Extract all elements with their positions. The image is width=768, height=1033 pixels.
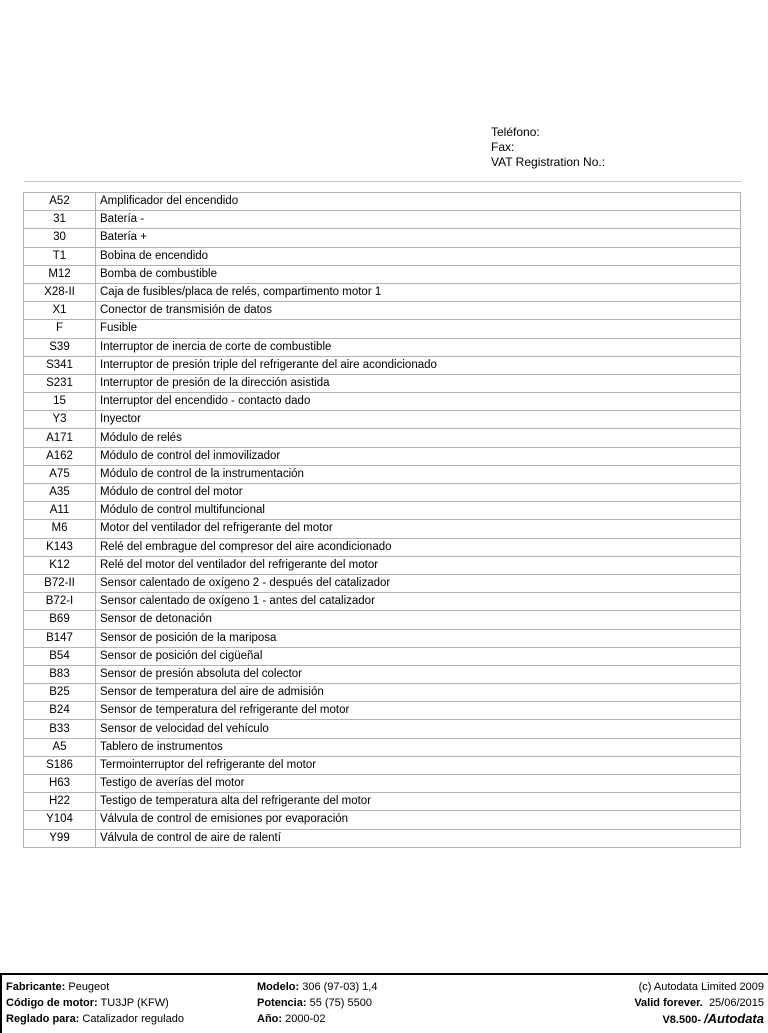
component-description: Testigo de averías del motor <box>96 775 741 793</box>
component-description: Módulo de control del motor <box>96 484 741 502</box>
component-code: B33 <box>24 720 96 738</box>
component-description: Amplificador del encendido <box>96 193 741 211</box>
table-row <box>24 702 741 720</box>
valid-row <box>634 995 764 1011</box>
footer-col-copyright <box>634 979 764 1028</box>
component-description: Relé del motor del ventilador del refrigerante del motor <box>96 556 741 574</box>
component-description: Sensor calentado de oxígeno 2 - después del catalizador <box>96 574 741 592</box>
component-description: Módulo de control del inmovilizador <box>96 447 741 465</box>
component-description: Interruptor del encendido - contacto dado <box>96 393 741 411</box>
legend-body <box>24 193 741 848</box>
table-row <box>24 629 741 647</box>
modelo-label: Modelo: <box>257 981 300 993</box>
table-row <box>24 775 741 793</box>
component-description: Válvula de control de emisiones por evaporación <box>96 811 741 829</box>
component-code: A35 <box>24 484 96 502</box>
table-row <box>24 283 741 301</box>
component-code: A75 <box>24 465 96 483</box>
component-code: 15 <box>24 393 96 411</box>
component-description: Termointerruptor del refrigerante del motor <box>96 756 741 774</box>
header-divider <box>24 181 741 182</box>
reglado-value: Catalizador regulado <box>82 1013 184 1025</box>
component-code: B54 <box>24 647 96 665</box>
component-description: Sensor de temperatura del aire de admisión <box>96 684 741 702</box>
table-row <box>24 665 741 683</box>
version-text: V8.500- <box>662 1014 701 1026</box>
table-row <box>24 229 741 247</box>
autodata-logo: /Autodata <box>704 1011 764 1026</box>
component-description: Sensor de posición de la mariposa <box>96 629 741 647</box>
component-description: Fusible <box>96 320 741 338</box>
version-row <box>634 1011 764 1028</box>
fabricante-value: Peugeot <box>68 981 110 993</box>
modelo-row <box>257 979 377 995</box>
copyright-text: (c) Autodata Limited 2009 <box>638 981 764 993</box>
table-row <box>24 247 741 265</box>
component-description: Inyector <box>96 411 741 429</box>
component-code: M12 <box>24 265 96 283</box>
table-row <box>24 593 741 611</box>
component-description: Bobina de encendido <box>96 247 741 265</box>
component-description: Conector de transmisión de datos <box>96 302 741 320</box>
valid-label: Valid forever. <box>634 997 703 1009</box>
table-row <box>24 193 741 211</box>
component-description: Sensor de temperatura del refrigerante del motor <box>96 702 741 720</box>
component-description: Sensor de velocidad del vehículo <box>96 720 741 738</box>
table-row <box>24 484 741 502</box>
table-row <box>24 793 741 811</box>
table-row <box>24 574 741 592</box>
table-row <box>24 447 741 465</box>
codigo-row <box>6 995 184 1011</box>
reglado-label: Reglado para: <box>6 1013 80 1025</box>
component-code: Y3 <box>24 411 96 429</box>
component-description: Motor del ventilador del refrigerante del motor <box>96 520 741 538</box>
table-row <box>24 338 741 356</box>
component-description: Módulo de control multifuncional <box>96 502 741 520</box>
table-row <box>24 738 741 756</box>
component-description: Bomba de combustible <box>96 265 741 283</box>
component-code: A5 <box>24 738 96 756</box>
fabricante-label: Fabricante: <box>6 981 66 993</box>
component-code: Y99 <box>24 829 96 847</box>
fax-label: Fax: <box>491 140 515 154</box>
table-row <box>24 829 741 847</box>
component-code: F <box>24 320 96 338</box>
vat-label: VAT Registration No.: <box>491 155 606 169</box>
reglado-row <box>6 1011 184 1027</box>
modelo-value: 306 (97-03) 1,4 <box>302 981 378 993</box>
table-row <box>24 374 741 392</box>
component-description: Módulo de control de la instrumentación <box>96 465 741 483</box>
footer-col-model <box>257 979 377 1027</box>
component-code: X28-II <box>24 283 96 301</box>
component-code: B25 <box>24 684 96 702</box>
table-row <box>24 429 741 447</box>
component-code: A162 <box>24 447 96 465</box>
valid-date: 25/06/2015 <box>708 997 764 1009</box>
component-description: Sensor calentado de oxígeno 1 - antes del catalizador <box>96 593 741 611</box>
table-row <box>24 647 741 665</box>
component-description: Válvula de control de aire de ralentí <box>96 829 741 847</box>
potencia-label: Potencia: <box>257 997 307 1009</box>
contact-block <box>491 125 605 170</box>
component-code: H63 <box>24 775 96 793</box>
component-description: Relé del embrague del compresor del aire acondicionado <box>96 538 741 556</box>
component-description: Interruptor de inercia de corte de combustible <box>96 338 741 356</box>
component-code: M6 <box>24 520 96 538</box>
table-row <box>24 611 741 629</box>
component-code: H22 <box>24 793 96 811</box>
table-row <box>24 320 741 338</box>
table-row <box>24 756 741 774</box>
component-description: Interruptor de presión de la dirección asistida <box>96 374 741 392</box>
component-code: 30 <box>24 229 96 247</box>
component-description: Sensor de presión absoluta del colector <box>96 665 741 683</box>
component-code: B147 <box>24 629 96 647</box>
component-code: X1 <box>24 302 96 320</box>
component-code: A171 <box>24 429 96 447</box>
component-code: B24 <box>24 702 96 720</box>
ano-label: Año: <box>257 1013 283 1025</box>
component-code: K12 <box>24 556 96 574</box>
component-code: K143 <box>24 538 96 556</box>
footer-panel <box>0 973 768 1033</box>
component-code: S231 <box>24 374 96 392</box>
fabricante-row <box>6 979 184 995</box>
table-row <box>24 356 741 374</box>
component-code: A52 <box>24 193 96 211</box>
component-description: Tablero de instrumentos <box>96 738 741 756</box>
component-code: S186 <box>24 756 96 774</box>
codigo-label: Código de motor: <box>6 997 98 1009</box>
footer-col-vehicle <box>6 979 184 1027</box>
codigo-value: TU3JP (KFW) <box>100 997 169 1009</box>
potencia-row <box>257 995 377 1011</box>
table-row <box>24 684 741 702</box>
component-description: Interruptor de presión triple del refrigerante del aire acondicionado <box>96 356 741 374</box>
table-row <box>24 538 741 556</box>
table-row <box>24 302 741 320</box>
table-row <box>24 811 741 829</box>
component-code: 31 <box>24 211 96 229</box>
table-row <box>24 520 741 538</box>
table-row <box>24 265 741 283</box>
component-code: Y104 <box>24 811 96 829</box>
component-code: T1 <box>24 247 96 265</box>
component-description: Caja de fusibles/placa de relés, compartimento motor 1 <box>96 283 741 301</box>
component-legend-table <box>23 192 741 848</box>
table-row <box>24 556 741 574</box>
potencia-value: 55 (75) 5500 <box>309 997 372 1009</box>
ano-value: 2000-02 <box>285 1013 326 1025</box>
component-description: Batería - <box>96 211 741 229</box>
component-description: Módulo de relés <box>96 429 741 447</box>
telefono-label: Teléfono: <box>491 125 540 139</box>
component-code: A11 <box>24 502 96 520</box>
table-row <box>24 393 741 411</box>
table-row <box>24 502 741 520</box>
component-code: B72-II <box>24 574 96 592</box>
table-row <box>24 720 741 738</box>
component-code: S39 <box>24 338 96 356</box>
component-code: S341 <box>24 356 96 374</box>
component-code: B69 <box>24 611 96 629</box>
component-description: Sensor de posición del cigüeñal <box>96 647 741 665</box>
component-description: Batería + <box>96 229 741 247</box>
component-code: B72-I <box>24 593 96 611</box>
table-row <box>24 211 741 229</box>
component-code: B83 <box>24 665 96 683</box>
table-row <box>24 411 741 429</box>
table-row <box>24 465 741 483</box>
ano-row <box>257 1011 377 1027</box>
component-description: Sensor de detonación <box>96 611 741 629</box>
component-description: Testigo de temperatura alta del refrigerante del motor <box>96 793 741 811</box>
